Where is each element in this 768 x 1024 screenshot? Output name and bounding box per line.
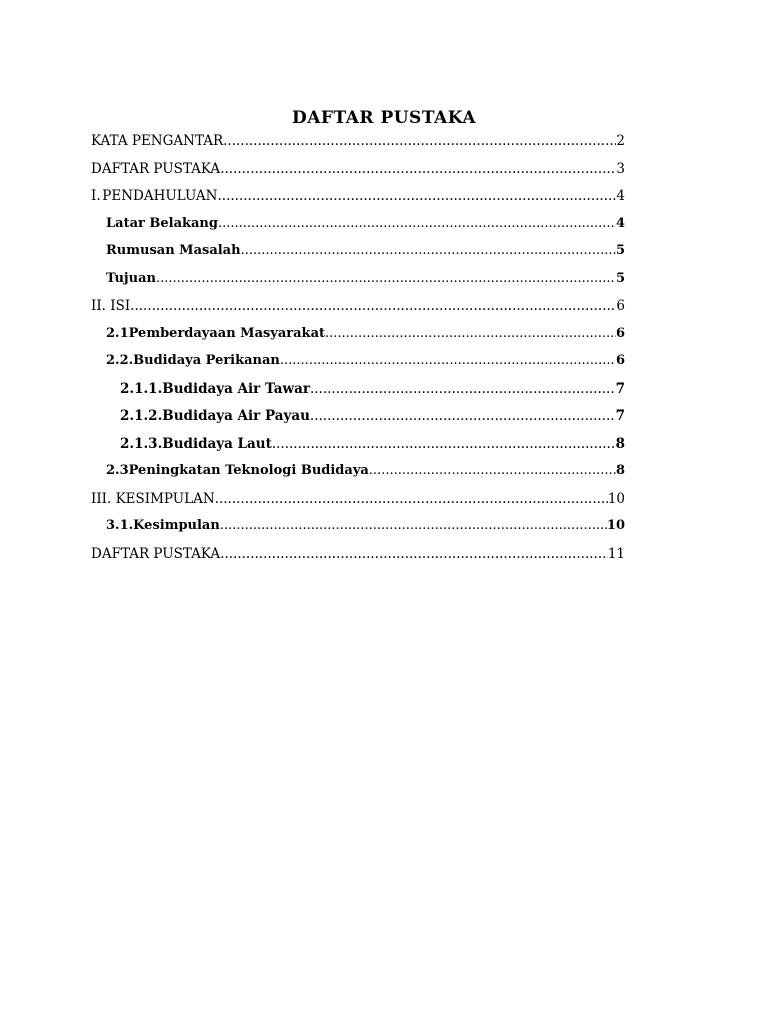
toc-entry-label: Budidaya Air Payau bbox=[162, 408, 310, 424]
toc-entry-daftar-pustaka-end[interactable] bbox=[91, 544, 625, 572]
dot-leader bbox=[310, 406, 616, 426]
toc-entry-page: 11 bbox=[607, 545, 625, 562]
toc-entry-label: DAFTAR PUSTAKA bbox=[91, 160, 221, 177]
toc-entry-pemberdayaan-masyarakat[interactable] bbox=[91, 324, 625, 352]
toc-entry-page: 6 bbox=[616, 298, 625, 314]
toc-entry-page: 5 bbox=[615, 270, 625, 286]
toc-entry-number: 3.1. bbox=[106, 518, 134, 533]
toc-entry-number: 2.2. bbox=[106, 353, 134, 368]
dot-leader bbox=[310, 379, 616, 399]
dot-leader bbox=[325, 324, 616, 344]
toc-entry-number: 2.1 bbox=[106, 325, 129, 341]
toc-entry-page: 5 bbox=[615, 243, 625, 258]
toc-entry-budidaya-laut[interactable] bbox=[91, 434, 625, 462]
toc-entry-page: 7 bbox=[615, 408, 625, 424]
toc-entry-page: 3 bbox=[616, 160, 625, 177]
toc-entry-label: Pemberdayaan Masyarakat bbox=[128, 325, 325, 341]
toc-entry-label: PENDAHULUAN bbox=[102, 188, 218, 204]
toc-entry-pendahuluan[interactable] bbox=[91, 186, 625, 214]
toc-entry-label: Budidaya Perikanan bbox=[133, 353, 280, 368]
dot-leader bbox=[241, 241, 616, 261]
toc-entry-label: Rumusan Masalah bbox=[106, 243, 241, 258]
toc-entry-label: DAFTAR PUSTAKA bbox=[91, 545, 221, 562]
dot-leader bbox=[130, 296, 616, 316]
toc-entry-label: Peningkatan Teknologi Budidaya bbox=[128, 463, 369, 478]
dot-leader bbox=[156, 269, 616, 289]
toc-entry-rumusan-masalah[interactable] bbox=[91, 241, 625, 269]
toc-entry-page: 4 bbox=[615, 215, 625, 231]
dot-leader bbox=[369, 461, 616, 481]
toc-entry-label: Budidaya Laut bbox=[162, 435, 272, 452]
toc-entry-label: KATA PENGANTAR bbox=[91, 133, 224, 149]
toc-entry-budidaya-perikanan[interactable] bbox=[91, 351, 625, 379]
toc-entry-label: II. ISI bbox=[91, 298, 131, 314]
toc-entry-page: 8 bbox=[615, 435, 625, 452]
dot-leader bbox=[223, 131, 616, 151]
toc-entry-number: I. bbox=[91, 188, 101, 204]
toc-entry-budidaya-air-payau[interactable] bbox=[91, 406, 625, 434]
dot-leader bbox=[220, 544, 608, 564]
toc-entry-page: 7 bbox=[615, 380, 625, 397]
toc-entry-page: 6 bbox=[615, 325, 625, 341]
toc-entry-page: 8 bbox=[615, 463, 625, 478]
toc-entry-number: 2.1.2. bbox=[120, 408, 163, 424]
toc-entry-page: 4 bbox=[616, 188, 625, 204]
dot-leader bbox=[220, 516, 607, 536]
toc-entry-label: Kesimpulan bbox=[133, 518, 220, 533]
toc-entry-label: Budidaya Air Tawar bbox=[162, 380, 310, 397]
toc-entry-daftar-pustaka[interactable] bbox=[91, 159, 625, 187]
toc-entry-number: 2.3 bbox=[106, 463, 129, 478]
toc-entry-page: 6 bbox=[615, 353, 625, 368]
toc-entry-label: Tujuan bbox=[106, 270, 156, 286]
toc-entry-page: 10 bbox=[606, 518, 625, 533]
dot-leader bbox=[217, 186, 616, 206]
toc-entry-isi[interactable] bbox=[91, 296, 625, 324]
dot-leader bbox=[280, 351, 616, 371]
toc-entry-budidaya-air-tawar[interactable] bbox=[91, 379, 625, 407]
dot-leader bbox=[272, 434, 616, 454]
toc-entry-number: 2.1.3. bbox=[120, 435, 163, 452]
toc-entry-latar-belakang[interactable] bbox=[91, 214, 625, 242]
toc-entry-label: III. KESIMPULAN bbox=[91, 490, 215, 507]
toc-entry-kesimpulan[interactable] bbox=[91, 516, 625, 544]
toc-entry-number: 2.1.1. bbox=[120, 380, 163, 397]
dot-leader bbox=[220, 159, 616, 179]
page-title: DAFTAR PUSTAKA bbox=[291, 108, 477, 128]
toc-entry-page: 10 bbox=[607, 490, 625, 507]
toc-entry-peningkatan-teknologi[interactable] bbox=[91, 461, 625, 489]
table-of-contents bbox=[91, 131, 625, 571]
toc-entry-label: Latar Belakang bbox=[106, 215, 218, 231]
toc-entry-kata-pengantar[interactable] bbox=[91, 131, 625, 159]
toc-entry-kesimpulan-chapter[interactable] bbox=[91, 489, 625, 517]
toc-entry-page: 2 bbox=[616, 133, 625, 149]
toc-entry-tujuan[interactable] bbox=[91, 269, 625, 297]
dot-leader bbox=[218, 214, 616, 234]
dot-leader bbox=[215, 489, 608, 509]
